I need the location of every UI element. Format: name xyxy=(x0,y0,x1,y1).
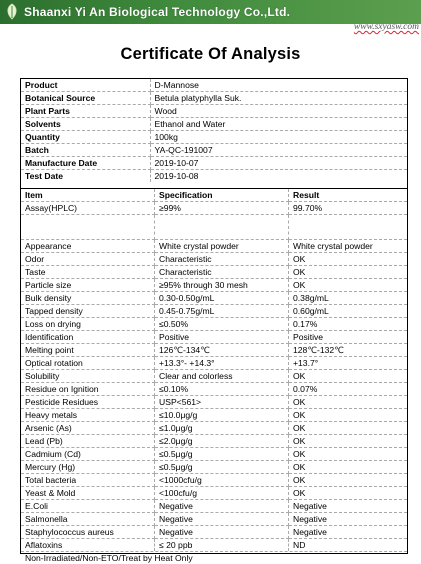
spec-item: Appearance xyxy=(21,240,155,253)
spec-row xyxy=(21,409,407,422)
column-header-result: Result xyxy=(289,189,408,202)
spec-header-row xyxy=(21,189,407,202)
spec-result: OK xyxy=(289,474,408,487)
info-value: YA-QC-191007 xyxy=(150,144,407,157)
spec-specification: Negative xyxy=(155,526,289,539)
spec-result: Negative xyxy=(289,500,408,513)
info-label: Batch xyxy=(21,144,150,157)
spec-item: Tapped density xyxy=(21,305,155,318)
info-row xyxy=(21,144,407,157)
info-value: Betula platyphylla Suk. xyxy=(150,92,407,105)
spec-specification: ≤ 20 ppb xyxy=(155,539,289,552)
spec-result: OK xyxy=(289,266,408,279)
spec-result: Negative xyxy=(289,513,408,526)
spec-result: White crystal powder xyxy=(289,240,408,253)
spec-specification: ≤10.0μg/g xyxy=(155,409,289,422)
spec-row xyxy=(21,370,407,383)
spec-specification: Characteristic xyxy=(155,253,289,266)
spec-specification: ≥99% xyxy=(155,202,289,215)
spec-result: OK xyxy=(289,487,408,500)
spec-result: 128℃-132℃ xyxy=(289,344,408,357)
info-value: 2019-10-07 xyxy=(150,157,407,170)
spec-specification: Negative xyxy=(155,500,289,513)
spec-specification: +13.3°- +14.3° xyxy=(155,357,289,370)
spec-specification: 126℃-134℃ xyxy=(155,344,289,357)
spec-item: Total bacteria xyxy=(21,474,155,487)
company-name: Shaanxi Yi An Biological Technology Co.,Ltd. xyxy=(24,5,291,19)
spec-item: Arsenic (As) xyxy=(21,422,155,435)
spec-item: Aflatoxins xyxy=(21,539,155,552)
footer-note: Non-Irradiated/Non-ETO/Treat by Heat Only xyxy=(21,551,407,564)
column-header-specification: Specification xyxy=(155,189,289,202)
spec-row xyxy=(21,396,407,409)
spec-row xyxy=(21,474,407,487)
spec-result: OK xyxy=(289,422,408,435)
spec-row xyxy=(21,461,407,474)
spec-row xyxy=(21,305,407,318)
spec-result: 99.70% xyxy=(289,202,408,215)
spec-specification: 0.45-0.75g/mL xyxy=(155,305,289,318)
spec-row xyxy=(21,487,407,500)
spec-item: Particle size xyxy=(21,279,155,292)
spec-result: OK xyxy=(289,461,408,474)
info-row xyxy=(21,157,407,170)
spec-item: Cadmium (Cd) xyxy=(21,448,155,461)
info-value: D-Mannose xyxy=(150,79,407,92)
spec-specification: Clear and colorless xyxy=(155,370,289,383)
spec-item: Melting point xyxy=(21,344,155,357)
spec-row xyxy=(21,279,407,292)
spec-row xyxy=(21,202,407,215)
spec-row xyxy=(21,240,407,253)
info-row xyxy=(21,118,407,131)
coa-sheet xyxy=(20,78,408,563)
spec-item: Heavy metals xyxy=(21,409,155,422)
spec-row xyxy=(21,215,407,240)
spec-item: Lead (Pb) xyxy=(21,435,155,448)
spec-result: OK xyxy=(289,279,408,292)
spec-specification: White crystal powder xyxy=(155,240,289,253)
info-value: 2019-10-08 xyxy=(154,171,199,181)
info-label: Plant Parts xyxy=(21,105,150,118)
product-info-table xyxy=(21,79,407,182)
spec-item: Salmonella xyxy=(21,513,155,526)
info-row xyxy=(21,131,407,144)
spec-row xyxy=(21,292,407,305)
spec-item xyxy=(21,215,155,240)
spec-row xyxy=(21,383,407,396)
spec-item: Mercury (Hg) xyxy=(21,461,155,474)
spec-item: Assay(HPLC) xyxy=(21,202,155,215)
info-value: Wood xyxy=(150,105,407,118)
spec-row xyxy=(21,435,407,448)
spec-row xyxy=(21,422,407,435)
spec-result: OK xyxy=(289,396,408,409)
spec-item: Solubility xyxy=(21,370,155,383)
website-url[interactable]: www.sxyasw.com xyxy=(353,22,419,32)
spec-row xyxy=(21,500,407,513)
spec-specification: <100cfu/g xyxy=(155,487,289,500)
spec-result: ND xyxy=(293,540,306,550)
spec-item: Bulk density xyxy=(21,292,155,305)
info-row xyxy=(21,79,407,92)
spec-specification: ≤0.5μg/g xyxy=(155,448,289,461)
spec-row xyxy=(21,526,407,539)
info-label: Solvents xyxy=(21,118,150,131)
spec-result: +13.7° xyxy=(289,357,408,370)
spec-item: Staphylococcus aureus xyxy=(21,526,155,539)
info-row xyxy=(21,170,407,183)
spec-item: Loss on drying xyxy=(21,318,155,331)
spec-row xyxy=(21,318,407,331)
info-row xyxy=(21,105,407,118)
spec-specification xyxy=(155,215,289,240)
spec-specification: ≤0.5μg/g xyxy=(155,461,289,474)
spec-row xyxy=(21,357,407,370)
spec-specification: ≤2.0μg/g xyxy=(155,435,289,448)
spec-result: Negative xyxy=(289,526,408,539)
spec-result: OK xyxy=(289,409,408,422)
header-banner xyxy=(0,0,421,24)
info-label: Quantity xyxy=(21,131,150,144)
info-value: Ethanol and Water xyxy=(150,118,407,131)
spec-result: OK xyxy=(289,448,408,461)
spec-result: 0.07% xyxy=(289,383,408,396)
spec-row xyxy=(21,331,407,344)
spec-row xyxy=(21,513,407,526)
info-value: 100kg xyxy=(150,131,407,144)
spec-row xyxy=(21,253,407,266)
spec-specification: ≤0.50% xyxy=(155,318,289,331)
info-label: Test Date xyxy=(21,170,150,183)
spec-row xyxy=(21,266,407,279)
spec-item: Residue on Ignition xyxy=(21,383,155,396)
spec-result: 0.17% xyxy=(289,318,408,331)
spec-result: OK xyxy=(289,253,408,266)
spec-specification: ≤0.10% xyxy=(155,383,289,396)
leaf-logo-icon xyxy=(4,3,20,20)
spec-row xyxy=(21,448,407,461)
spec-row xyxy=(21,344,407,357)
info-label: Manufacture Date xyxy=(21,157,150,170)
page-title: Certificate Of Analysis xyxy=(120,45,301,63)
spec-item: Odor xyxy=(21,253,155,266)
spec-result: Positive xyxy=(289,331,408,344)
spec-result: OK xyxy=(289,435,408,448)
spec-item: Yeast & Mold xyxy=(21,487,155,500)
spec-specification: ≤1.0μg/g xyxy=(155,422,289,435)
spec-specification: ≥95% through 30 mesh xyxy=(155,279,289,292)
spec-result: 0.60g/mL xyxy=(289,305,408,318)
info-label: Product xyxy=(21,79,150,92)
spec-item: Taste xyxy=(21,266,155,279)
spec-row xyxy=(21,539,407,552)
spec-result: OK xyxy=(289,370,408,383)
spec-item: Pesticide Residues xyxy=(21,396,155,409)
info-label: Botanical Source xyxy=(21,92,150,105)
spec-specification: Characteristic xyxy=(155,266,289,279)
spec-item: Optical rotation xyxy=(21,357,155,370)
spec-specification: Negative xyxy=(155,513,289,526)
column-header-item: Item xyxy=(21,189,155,202)
spec-specification: Positive xyxy=(155,331,289,344)
spec-result xyxy=(289,215,408,240)
info-row xyxy=(21,92,407,105)
spec-item: E.Coli xyxy=(21,500,155,513)
section-divider xyxy=(21,182,407,189)
spec-specification: USP<561> xyxy=(155,396,289,409)
spec-specification: <1000cfu/g xyxy=(155,474,289,487)
spec-item: Identification xyxy=(21,331,155,344)
spec-result: 0.38g/mL xyxy=(289,292,408,305)
spec-specification: 0.30-0.50g/mL xyxy=(155,292,289,305)
specification-table xyxy=(21,189,407,551)
